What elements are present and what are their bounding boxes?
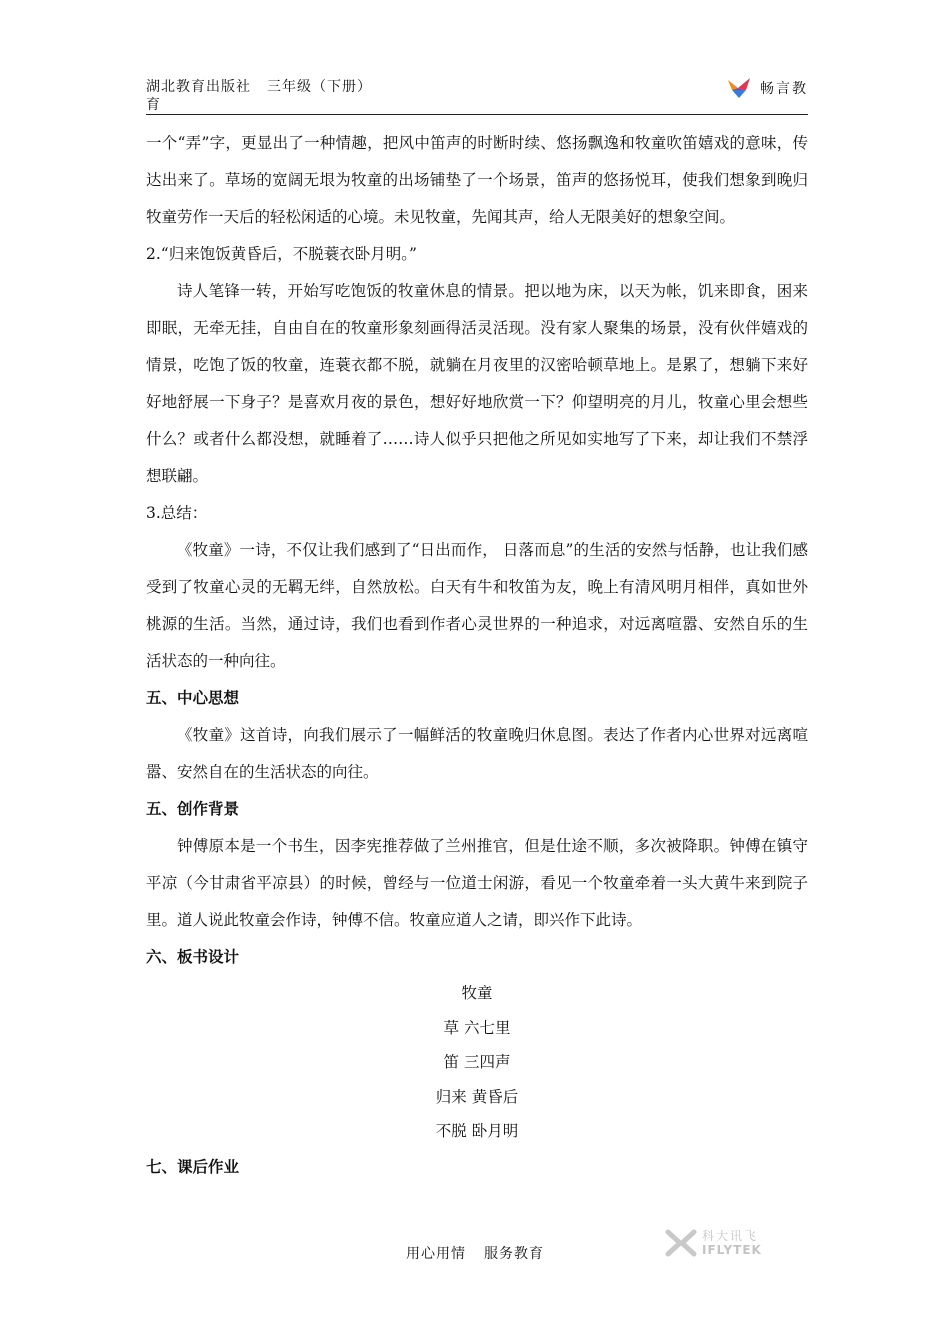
footer-slogan-right: 服务教育	[484, 1246, 544, 1262]
section-heading-board-design: 六、板书设计	[146, 948, 240, 966]
header-brand	[726, 76, 808, 100]
paragraph-3: 《牧童》一诗，不仅让我们感到了“日出而作， 日落而息”的生活的安然与恬静，也让我们感受到了牧童心灵的无羁无绊，自然放松。白天有牛和牧笛为友，晚上有清风明月相伴，真如世外桃源的生活。当然，通过诗，我们也看到作者心灵世界的一种追求，对远离喧嚣、安然自乐的生活状态的一种向往。	[146, 541, 808, 670]
board-line: 牧童	[461, 984, 493, 1002]
item-3-heading: 3.总结：	[146, 504, 208, 522]
section-heading-central-idea: 五、中心思想	[146, 689, 240, 707]
header-publisher-line	[146, 78, 372, 114]
item-2-heading: 2.“归来饱饭黄昏后，不脱蓑衣卧月明。”	[146, 245, 417, 263]
iflytek-watermark	[664, 1225, 784, 1261]
page-footer	[0, 1243, 950, 1263]
paragraph-1: 一个“弄”字，更显出了一种情趣，把风中笛声的时断时续、悠扬飘逸和牧童吹笛嬉戏的意味，传达出来了。草场的宽阔无垠为牧童的出场铺垫了一个场景，笛声的悠扬悦耳，使我们想象到晚归牧童劳作一天后的轻松闲适的心境。未见牧童，先闻其声，给人无限美好的想象空间。	[146, 134, 808, 226]
paragraph-4: 《牧童》这首诗，向我们展示了一幅鲜活的牧童晚归休息图。表达了作者内心世界对远离喧嚣、安然自在的生活状态的向往。	[146, 726, 808, 781]
board-line: 不脱 卧月明	[435, 1122, 519, 1140]
board-design	[146, 976, 808, 1149]
iflytek-en-name: IFLYTEK	[702, 1243, 762, 1257]
brand-name-wrap: 育	[146, 97, 161, 113]
board-line: 归来 黄昏后	[435, 1087, 519, 1106]
brand-name: 畅言教	[760, 81, 808, 97]
paragraph-2: 诗人笔锋一转，开始写吃饱饭的牧童休息的情景。把以地为床，以天为帐，饥来即食，困来即眠，无牵无挂，自由自在的牧童形象刻画得活灵活现。没有家人聚集的场景，没有伙伴嬉戏的情景，吃饱了饭的牧童，连蓑衣都不脱，就躺在月夜里的汉密哈顿草地上。是累了，想躺下来好好地舒展一下身子？是喜欢月夜的景色，想好好地欣赏一下？仰望明亮的月儿，牧童心里会想些什么？或者什么都没想，就睡着了……诗人似乎只把他之所见如实地写了下来，却让我们不禁浮想联翩。	[146, 282, 808, 485]
grade-label: 三年级（下册）	[267, 79, 372, 95]
iflytek-logo-icon	[664, 1228, 698, 1258]
document-body	[146, 125, 808, 1186]
paragraph-5: 钟傅原本是一个书生，因李宪推荐做了兰州推官，但是仕途不顺，多次被降职。钟傅在镇守平凉（今甘肃省平凉县）的时候，曾经与一位道士闲游，看见一个牧童牵着一头大黄牛来到院子里。道人说此牧童会作诗，钟傅不信。牧童应道人之请，即兴作下此诗。	[146, 837, 808, 929]
board-line: 笛 三四声	[443, 1053, 511, 1071]
section-heading-homework: 七、课后作业	[146, 1157, 240, 1176]
board-line: 草 六七里	[443, 1018, 511, 1037]
changyan-logo-icon	[726, 76, 754, 100]
page-header	[146, 76, 808, 116]
section-heading-background: 五、创作背景	[146, 800, 240, 818]
iflytek-cn-name: 科大讯飞	[702, 1229, 759, 1243]
footer-slogan-left: 用心用情	[406, 1246, 466, 1262]
header-divider	[146, 114, 808, 115]
publisher-name: 湖北教育出版社	[146, 79, 251, 95]
